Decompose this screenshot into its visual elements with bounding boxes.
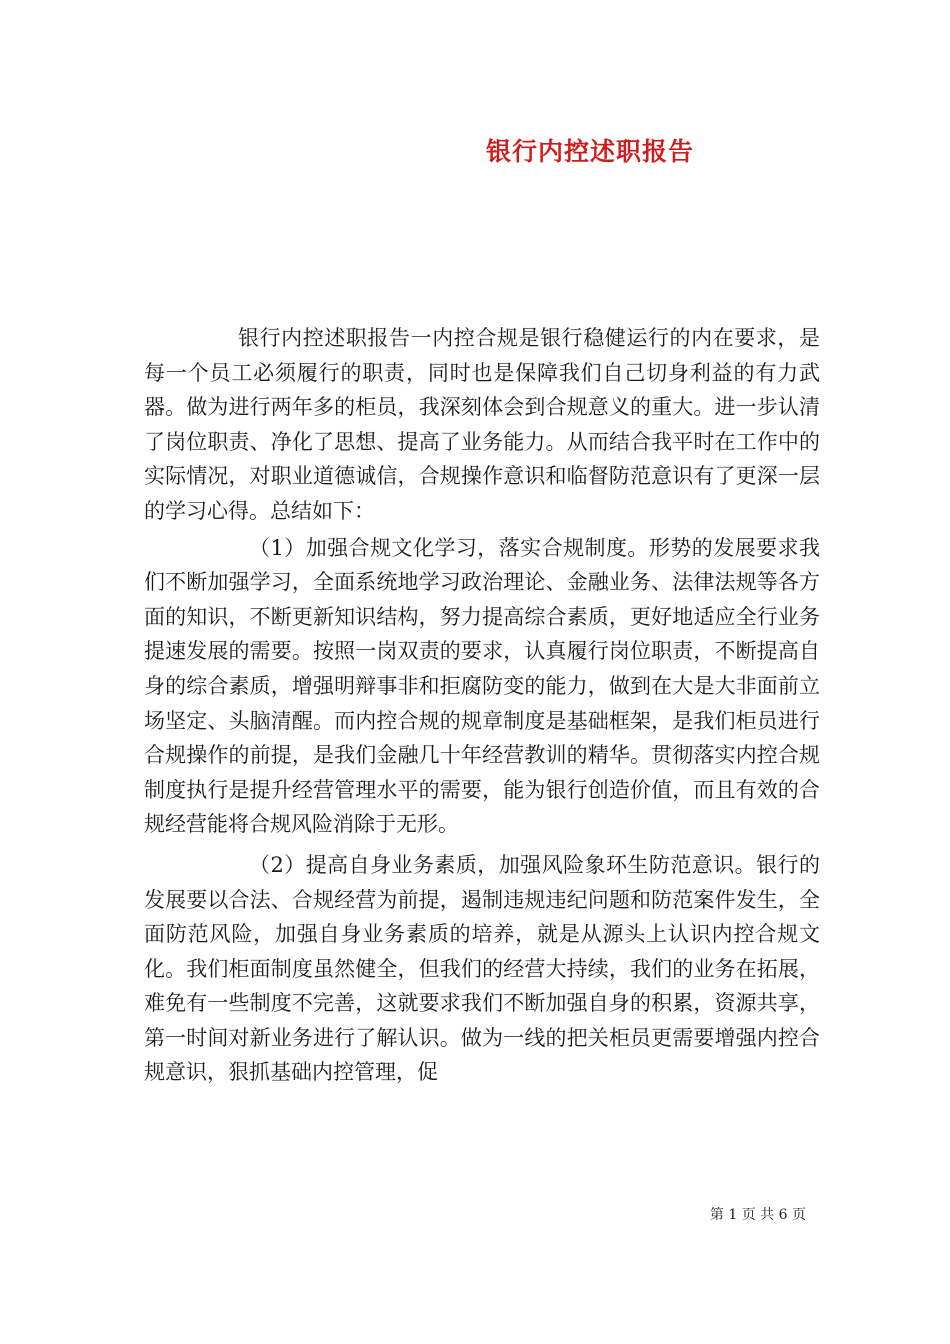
- paragraph-point-1: （1）加强合规文化学习，落实合规制度。形势的发展要求我们不断加强学习，全面系统地学习政治理论、金融业务、法律法规等各方面的知识，不断更新知识结构，努力提高综合素质，更好地适应全行业务提速发展的需要。按照一岗双责的要求，认真履行岗位职责，不断提高自身的综合素质，增强明辩事非和拒腐防变的能力，做到在大是大非面前立场坚定、头脑清醒。而内控合规的规章制度是基础框架，是我们柜员进行合规操作的前提，是我们金融几十年经营教训的精华。贯彻落实内控合规制度执行是提升经营管理水平的需要，能为银行创造价值，而且有效的合规经营能将合规风险消除于无形。: [144, 535, 820, 837]
- page-number-footer: 第 1 页 共 6 页: [709, 1207, 806, 1223]
- paragraph-intro: 银行内控述职报告一内控合规是银行稳健运行的内在要求，是每一个员工必须履行的职责，同时也是保障我们自己切身利益的有力武器。做为进行两年多的柜员，我深刻体会到合规意义的重大。进一步认清了岗位职责、净化了思想、提高了业务能力。从而结合我平时在工作中的实际情况，对职业道德诚信，合规操作意识和临督防范意识有了更深一层的学习心得。总结如下：: [144, 326, 820, 523]
- document-title: 银行内控述职报告: [485, 137, 694, 166]
- paragraph-point-2: （2）提高自身业务素质，加强风险象环生防范意识。银行的发展要以合法、合规经营为前提，遏制违规违纪问题和防范案件发生，全面防范风险，加强自身业务素质的培养，就是从源头上认识内控合规文化。我们柜面制度虽然健全，但我们的经营大持续，我们的业务在拓展，难免有一些制度不完善，这就要求我们不断加强自身的积累，资源共享，第一时间对新业务进行了解认识。做为一线的把关柜员更需要增强内控合规意识，狠抓基础内控管理，促: [144, 852, 820, 1085]
- document-body: [144, 321, 820, 1090]
